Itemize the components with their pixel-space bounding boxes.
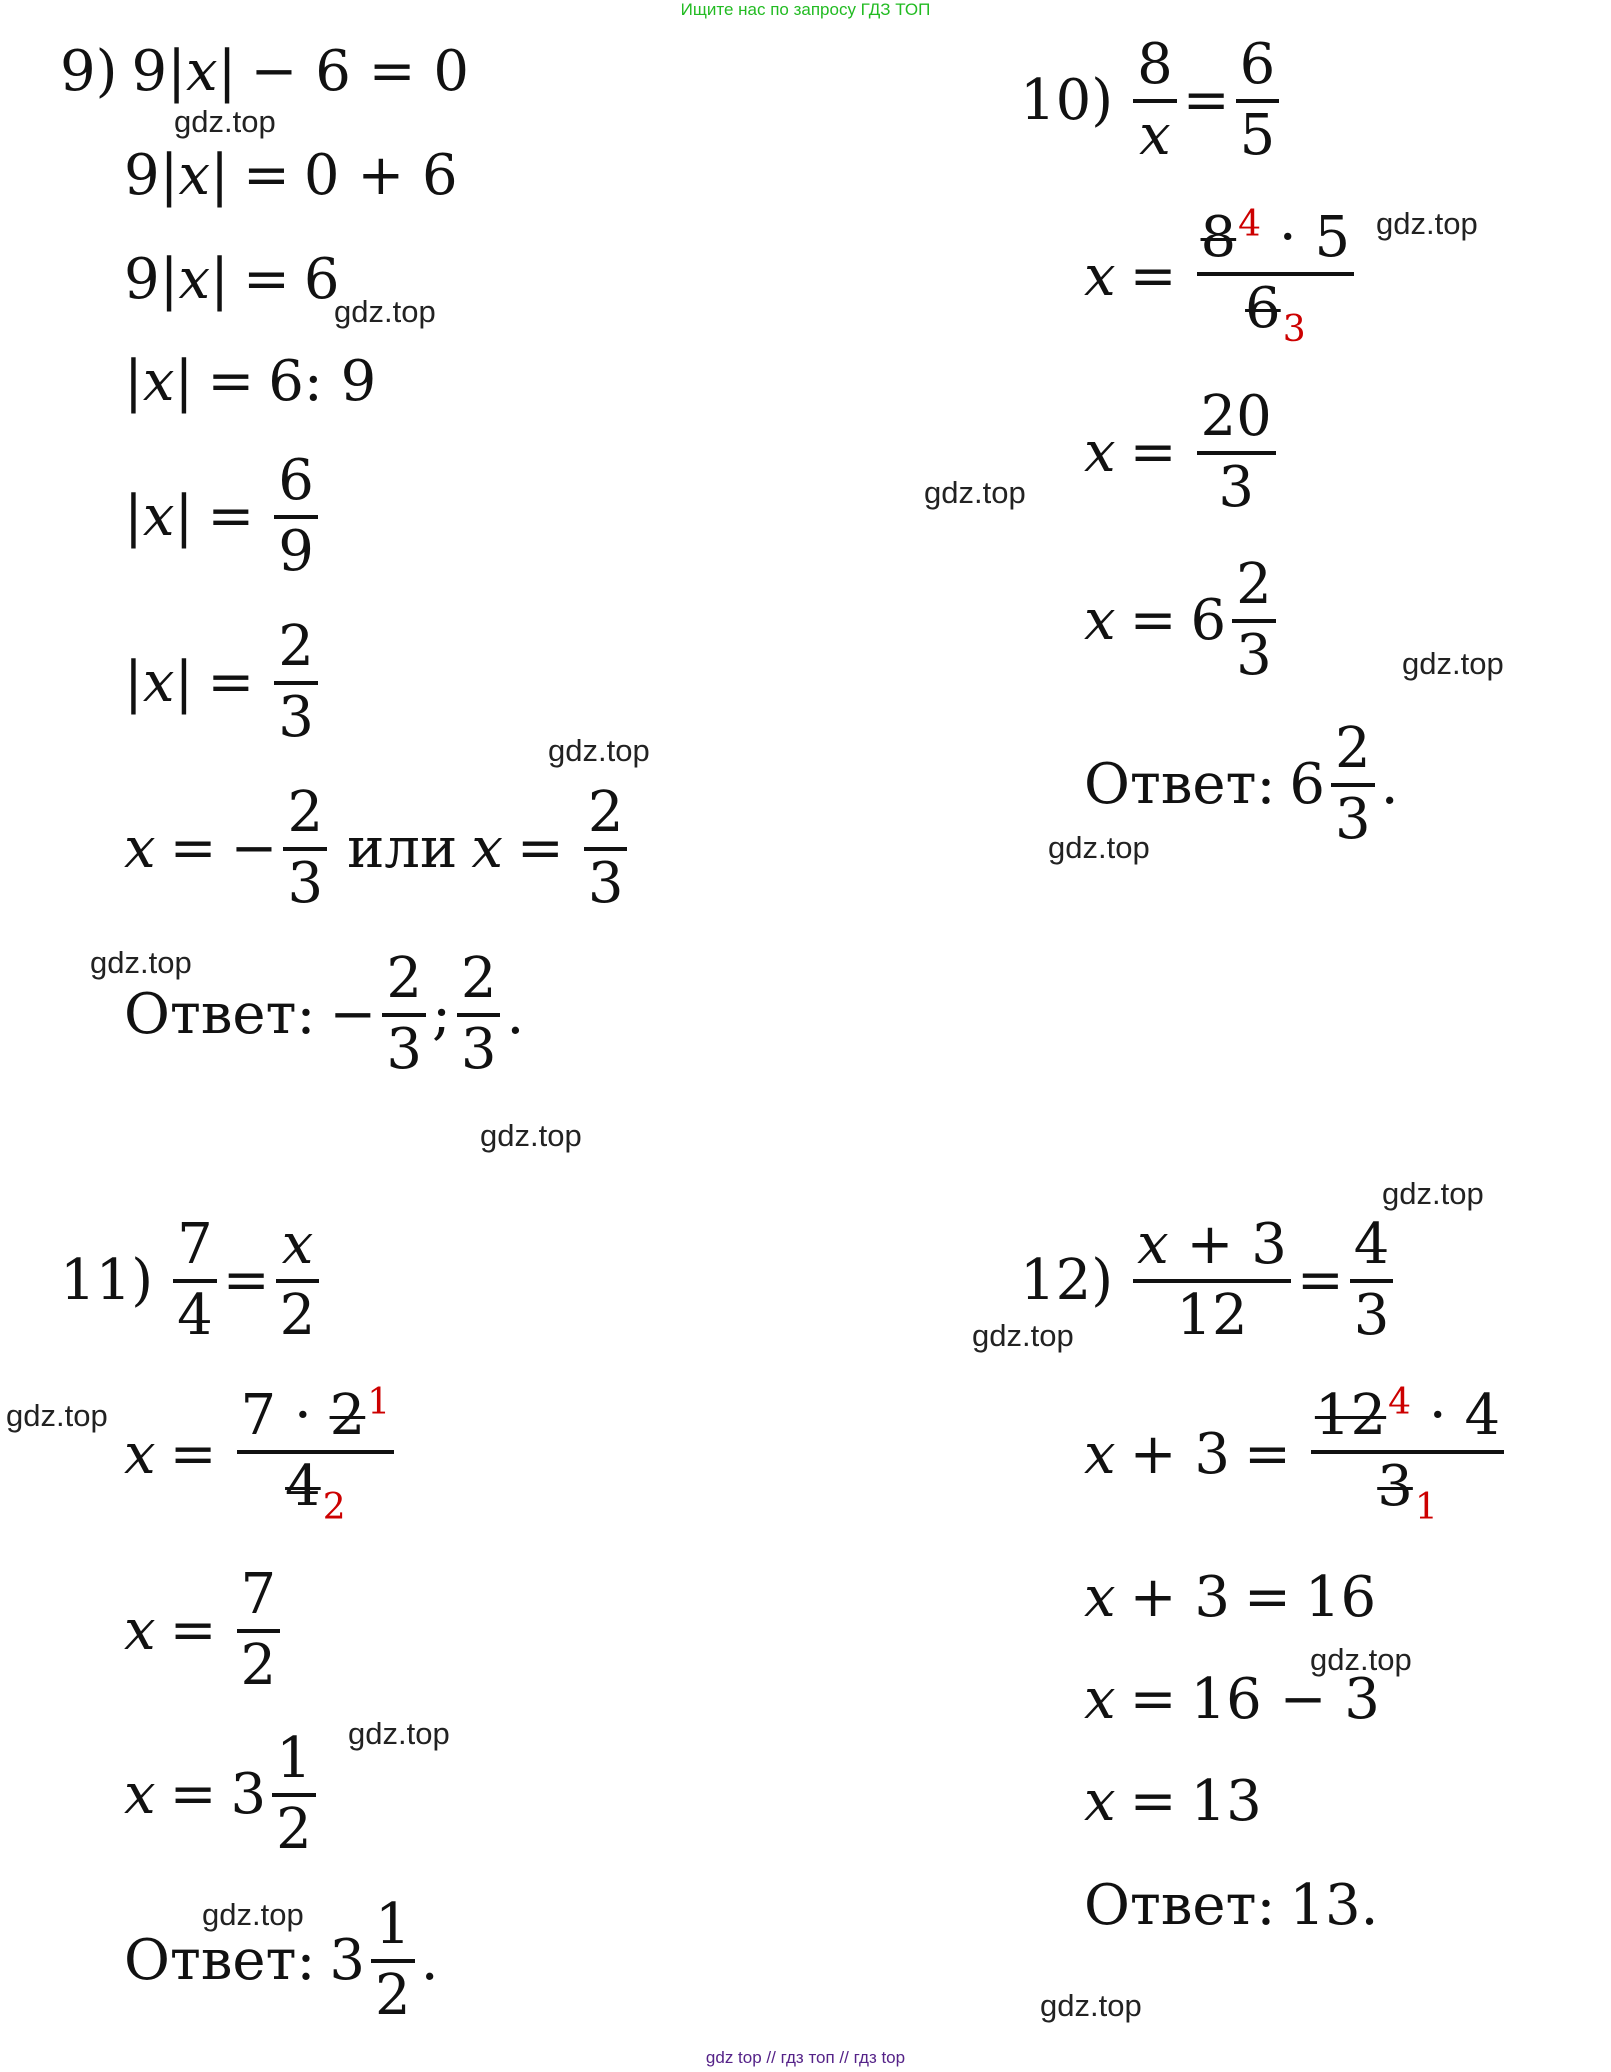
p12-line-4: x = 16 − 3 [1084, 1667, 1380, 1732]
fraction: $\frac{4}{3}$ [1350, 1216, 1394, 1346]
fraction: $\frac{8}{x}$ [1133, 36, 1177, 166]
fraction: $\frac{2}{3}$ [283, 784, 327, 914]
watermark: gdz.top [6, 1398, 108, 1433]
fraction: $\frac{7}{2}$ [237, 1566, 281, 1696]
watermark: gdz.top [1376, 206, 1478, 241]
p12-line-1: 12) $\frac{x + 3}{12}$ = $\frac{4}{3}$ [1020, 1216, 1399, 1346]
p11-answer: Ответ: 3 $\frac{1}{2}$ . [124, 1892, 439, 2028]
p10-line-2: x = $\frac{8^4 \cdot 5}{6_3}$ [1084, 206, 1360, 349]
watermark: gdz.top [972, 1318, 1074, 1353]
fraction: $\frac{6}{9}$ [274, 452, 318, 582]
watermark: gdz.top [1040, 1988, 1142, 2023]
p11-line-3: x = $\frac{7}{2}$ [124, 1566, 286, 1696]
fraction: $\frac{2}{3}$ [1331, 720, 1375, 850]
p9-line-5: | x | = $\frac{6}{9}$ [124, 452, 324, 582]
watermark: gdz.top [202, 1897, 304, 1932]
top-banner: Ищите нас по запросу ГДЗ ТОП [680, 0, 931, 19]
p9-line-6: | x | = $\frac{2}{3}$ [124, 618, 324, 748]
p12-line-2: x + 3 = $\frac{12^4 \cdot 4}{3_1}$ [1084, 1384, 1510, 1527]
fraction: $\frac{1}{2}$ [272, 1730, 316, 1860]
watermark: gdz.top [334, 294, 436, 329]
fraction: $\frac{2}{3}$ [584, 784, 628, 914]
fraction: $\frac{2}{3}$ [274, 618, 318, 748]
fraction: $\frac{7 \cdot 2^1}{4_2}$ [237, 1384, 395, 1527]
fraction: $\frac{12^4 \cdot 4}{3_1}$ [1311, 1384, 1504, 1527]
watermark: gdz.top [480, 1118, 582, 1153]
watermark: gdz.top [174, 104, 276, 139]
p9-line-1: 9) 9 | x | − 6 = 0 [60, 39, 469, 104]
fraction: $\frac{6}{5}$ [1236, 36, 1280, 166]
p9-number: 9) [60, 39, 118, 104]
fraction: $\frac{x}{2}$ [276, 1216, 320, 1346]
watermark: gdz.top [1402, 646, 1504, 681]
watermark: gdz.top [1048, 830, 1150, 865]
watermark: gdz.top [90, 945, 192, 980]
fraction: $\frac{2}{3}$ [382, 950, 426, 1080]
p9-line-7: x = − $\frac{2}{3}$ или x = $\frac{2}{3}$ [124, 784, 633, 914]
footer-links: gdz top // гдз топ // гдз top [705, 2048, 906, 2067]
p12-line-5: x = 13 [1084, 1769, 1262, 1834]
fraction: $\frac{2}{3}$ [1232, 556, 1276, 686]
p9-line-2: 9 | x | = 0 + 6 [124, 143, 458, 208]
watermark: gdz.top [924, 475, 1026, 510]
p12-answer: Ответ: 13. [1084, 1873, 1379, 1938]
fraction: $\frac{20}{3}$ [1197, 388, 1276, 518]
fraction: $\frac{7}{4}$ [173, 1216, 217, 1346]
watermark: gdz.top [1310, 1642, 1412, 1677]
p10-line-3: x = $\frac{20}{3}$ [1084, 388, 1282, 518]
p11-line-4: x = 3 $\frac{1}{2}$ [124, 1730, 322, 1860]
p10-line-4: x = 6 $\frac{2}{3}$ [1084, 556, 1282, 686]
p12-line-3: x + 3 = 16 [1084, 1565, 1377, 1630]
p11-number: 11) [60, 1247, 154, 1313]
fraction: $\frac{2}{3}$ [457, 950, 501, 1080]
p12-number: 12) [1020, 1247, 1114, 1313]
fraction: $\frac{x + 3}{12}$ [1133, 1216, 1291, 1346]
fraction: $\frac{1}{2}$ [371, 1896, 415, 2026]
fraction: $\frac{8^4 \cdot 5}{6_3}$ [1197, 206, 1355, 349]
p9-line-3: 9 | x | = 6 [124, 247, 340, 312]
watermark: gdz.top [348, 1716, 450, 1751]
p11-line-1: 11) $\frac{7}{4}$ = $\frac{x}{2}$ [60, 1216, 325, 1346]
p11-line-2: x = $\frac{7 \cdot 2^1}{4_2}$ [124, 1384, 400, 1527]
watermark: gdz.top [1382, 1176, 1484, 1211]
watermark: gdz.top [548, 733, 650, 768]
p9-answer: Ответ: − $\frac{2}{3}$ ; $\frac{2}{3}$ . [124, 946, 525, 1082]
p9-line-4: | x | = 6: 9 [124, 349, 377, 414]
p10-number: 10) [1020, 67, 1114, 133]
p10-answer: Ответ: 6 $\frac{2}{3}$ . [1084, 716, 1399, 852]
p10-line-1: 10) $\frac{8}{x}$ = $\frac{6}{5}$ [1020, 36, 1285, 166]
